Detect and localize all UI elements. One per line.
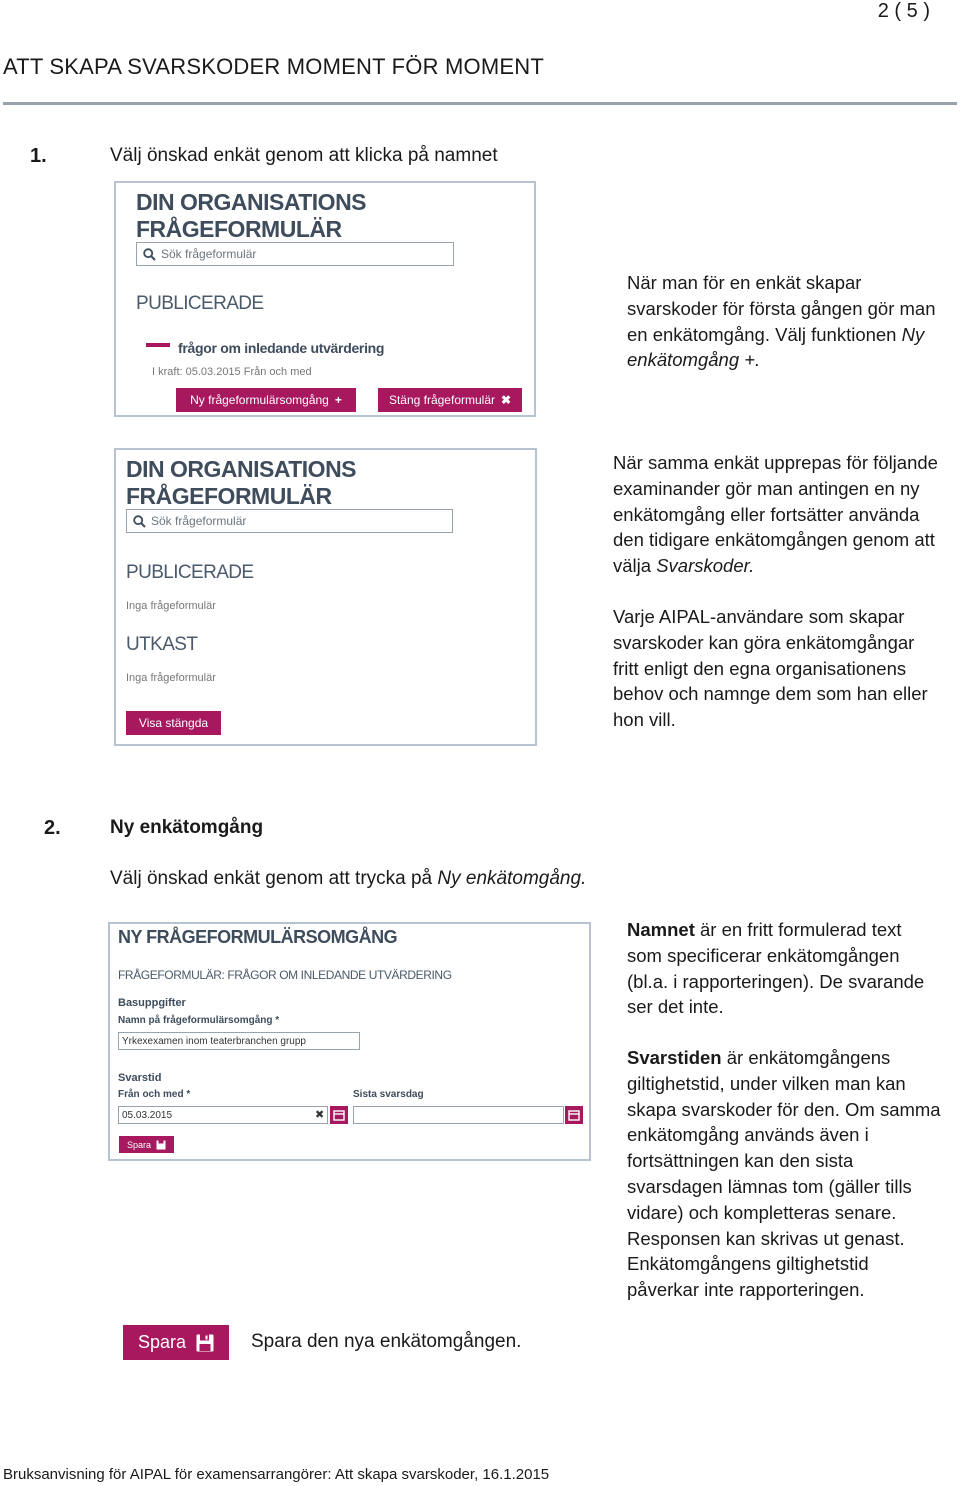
page-number: 2 ( 5 ) <box>877 0 930 22</box>
new-round-label: Ny frågeformulärsomgång <box>190 393 329 407</box>
note-users <box>613 604 957 733</box>
shot2-search-input[interactable] <box>126 509 453 533</box>
note-time-line: svarsdagen lämnas tom (gäller tills <box>627 1175 912 1197</box>
note2-italic: Svarskoder. <box>656 555 755 577</box>
start-calendar-icon[interactable] <box>330 1106 348 1124</box>
note1-italic: Ny <box>901 323 925 345</box>
show-closed-button[interactable] <box>126 711 221 735</box>
note1-line: När man för en enkät skapar <box>627 272 862 293</box>
save-caption: Spara den nya enkätomgången. <box>251 1331 522 1352</box>
note-name-line: som specificerar enkätomgången <box>627 944 900 966</box>
note2-line: välja <box>613 555 657 577</box>
note-response-time <box>627 1045 957 1303</box>
step-2-instruction-text: Välj önskad enkät genom att trycka på <box>110 868 438 889</box>
shot2-section-published: PUBLICERADE <box>126 562 254 583</box>
shot2-drafts-empty: Inga frågeformulär <box>126 672 216 684</box>
shot2-published-empty: Inga frågeformulär <box>126 600 216 612</box>
note3-line: hon vill. <box>613 709 676 731</box>
shot3-heading: NY FRÅGEFORMULÄRSOMGÅNG <box>118 927 398 947</box>
note2-line: den tidigare enkätomgången genom att <box>613 529 935 551</box>
search-icon <box>133 515 146 528</box>
new-round-button[interactable] <box>176 388 356 412</box>
screenshot-questionnaire-list <box>114 181 536 417</box>
step-2-number: 2. <box>44 817 61 839</box>
shot3-subheading: FRÅGEFORMULÄR: FRÅGOR OM INLEDANDE UTVÄRDERING <box>118 968 452 982</box>
note2-line: examinander gör man antingen en ny <box>613 477 920 499</box>
shot3-group-time: Svarstid <box>118 1072 162 1084</box>
document-title: ATT SKAPA SVARSKODER MOMENT FÖR MOMENT <box>3 54 544 79</box>
note-time-line: Enkätomgångens giltighetstid <box>627 1253 869 1275</box>
note2-line: När samma enkät upprepas för följande <box>613 452 938 473</box>
note-name-line: (bl.a. i rapporteringen). De svarande <box>627 970 925 992</box>
note3-line: Varje AIPAL-användare som skapar <box>613 606 905 627</box>
floppy-icon <box>196 1334 214 1352</box>
start-date-value: 05.03.2015 <box>122 1109 173 1121</box>
note-time-line: giltighetstid, under vilken man kan <box>627 1072 906 1094</box>
collapse-dash-icon[interactable] <box>146 343 170 347</box>
note-name-text: är en fritt formulerad text <box>694 919 902 940</box>
round-name-input[interactable] <box>118 1032 360 1050</box>
note-time-line: enkätomgång används även i <box>627 1124 869 1146</box>
note-time-line: vidare) och kompletteras senare. <box>627 1201 897 1223</box>
close-questionnaire-label: Stäng frågeformulär <box>388 393 495 407</box>
search-icon <box>143 248 156 261</box>
shot1-item-meta: I kraft: 05.03.2015 Från och med <box>152 366 312 378</box>
screenshot-new-round-form <box>108 922 591 1161</box>
note-first-time <box>627 270 957 373</box>
shot1-section-published: PUBLICERADE <box>136 293 264 314</box>
note-time-text: är enkätomgångens <box>721 1047 891 1068</box>
note-name-line: ser det inte. <box>627 996 724 1018</box>
note3-line: fritt enligt den egna organisationens <box>613 657 907 679</box>
note2-line: enkätomgång eller fortsätter använda <box>613 503 920 525</box>
shot1-search-input[interactable] <box>136 242 454 266</box>
shot3-last-label: Sista svarsdag <box>353 1089 424 1100</box>
note1-italic-line: enkätomgång +. <box>627 349 761 371</box>
step-2-instruction <box>110 868 586 890</box>
note-name-bold: Namnet <box>627 919 695 940</box>
close-questionnaire-button[interactable] <box>378 388 522 412</box>
shot3-name-label: Namn på frågeformulärsomgång * <box>118 1015 280 1026</box>
header-divider <box>3 102 957 105</box>
form-save-button[interactable] <box>119 1136 174 1153</box>
note-time-line: skapa svarskoder för den. Om samma <box>627 1098 941 1120</box>
shot2-search-placeholder: Sök frågeformulär <box>151 514 247 528</box>
note-time-bold: Svarstiden <box>627 1047 722 1068</box>
note3-line: behov och namnge dem som han eller <box>613 683 928 705</box>
note-time-line: fortsättningen kan den sista <box>627 1150 854 1172</box>
note-time-line: påverkar inte rapporteringen. <box>627 1279 865 1301</box>
close-icon: ✖ <box>501 393 512 407</box>
round-name-value: Yrkexexamen inom teaterbranchen grupp <box>122 1035 306 1047</box>
show-closed-label: Visa stängda <box>138 716 209 730</box>
screenshot-empty-list <box>114 448 537 746</box>
last-date-input[interactable] <box>353 1106 564 1124</box>
step-1-number: 1. <box>30 145 47 167</box>
shot2-heading: DIN ORGANISATIONS FRÅGEFORMULÄR <box>126 456 357 509</box>
shot1-search-placeholder: Sök frågeformulär <box>161 247 257 261</box>
shot3-from-label: Från och med * <box>118 1089 191 1100</box>
shot1-heading: DIN ORGANISATIONS FRÅGEFORMULÄR <box>136 189 367 242</box>
shot3-group-basic: Basuppgifter <box>118 997 186 1009</box>
clear-icon[interactable]: ✖ <box>315 1109 325 1121</box>
note1-line: en enkätomgång. Välj funktionen <box>627 323 902 345</box>
start-date-input[interactable] <box>118 1106 328 1124</box>
footer-text: Bruksanvisning för AIPAL för examensarrangörer: Att skapa svarskoder, 16.1.2015 <box>3 1466 550 1483</box>
step-2-title: Ny enkätomgång <box>110 817 264 838</box>
note-name <box>627 917 957 1020</box>
note-time-line: Responsen kan skrivas ut genast. <box>627 1227 905 1249</box>
note3-line: svarskoder kan göra enkätomgångar <box>613 631 915 653</box>
note1-line: svarskoder för första gången gör man <box>627 297 936 319</box>
step-2-instruction-italic: Ny enkätomgång. <box>437 868 587 889</box>
save-button-large[interactable] <box>123 1325 229 1360</box>
floppy-icon <box>156 1140 166 1150</box>
form-save-label: Spara <box>126 1139 152 1150</box>
note-repeat <box>613 450 957 579</box>
step-1-text: Välj önskad enkät genom att klicka på namnet <box>110 145 498 166</box>
save-button-label: Spara <box>137 1332 187 1352</box>
shot2-section-drafts: UTKAST <box>126 634 198 655</box>
last-calendar-icon[interactable] <box>565 1106 583 1124</box>
shot1-questionnaire-link[interactable]: frågor om inledande utvärdering <box>178 340 385 356</box>
plus-icon: + <box>334 393 342 407</box>
